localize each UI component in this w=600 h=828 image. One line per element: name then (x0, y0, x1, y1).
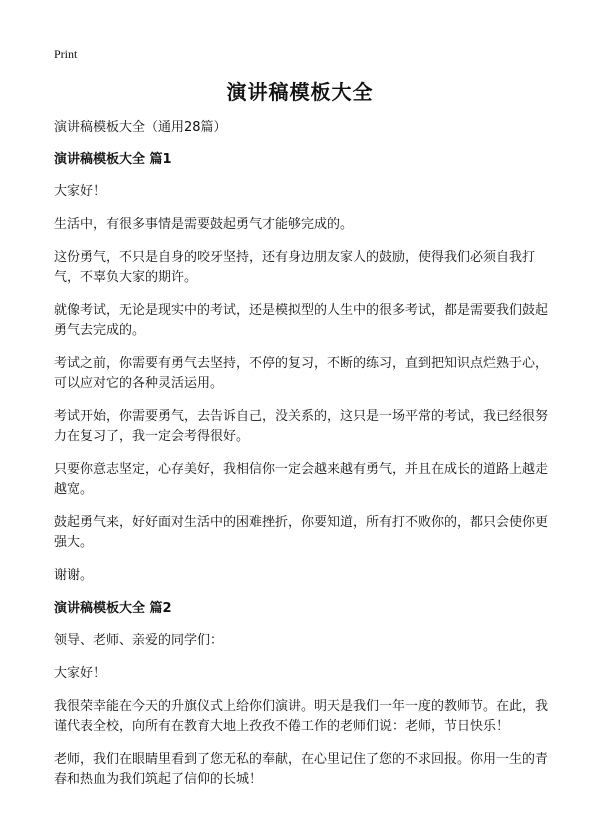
paragraph: 生活中，有很多事情是需要鼓起勇气才能够完成的。 (54, 217, 354, 232)
paragraph: 我很荣幸能在今天的升旗仪式上给你们演讲。明天是我们一年一度的教师节。在此，我谨代表全校，向所有在教育大地上孜孜不倦工作的老师们说：老师，节日快乐！ (54, 699, 549, 734)
section-heading-2: 演讲稿模板大全 篇2 (54, 601, 172, 616)
print-link[interactable]: Print (54, 47, 78, 61)
paragraph: 这份勇气，不只是自身的咬牙坚持，还有身边朋友家人的鼓励，使得我们必须自我打气，不辜负大家的期许。 (54, 250, 536, 285)
paragraph: 就像考试，无论是现实中的考试，还是模拟型的人生中的很多考试，都是需要我们鼓起勇气去完成的。 (54, 303, 549, 338)
paragraph: 考试之前，你需要有勇气去坚持，不停的复习，不断的练习，直到把知识点烂熟于心，可以应对它的各种灵活运用。 (54, 356, 549, 391)
section-heading-1: 演讲稿模板大全 篇1 (54, 152, 172, 167)
page-title: 演讲稿模板大全 (226, 80, 374, 104)
paragraph: 老师，我们在眼睛里看到了您无私的奉献，在心里记住了您的不求回报。你用一生的青春和热血为我们筑起了信仰的长城！ (54, 752, 549, 787)
paragraph: 大家好！ (54, 666, 107, 681)
document-subtitle: 演讲稿模板大全（通用28篇） (54, 120, 227, 135)
paragraph: 只要你意志坚定，心存美好，我相信你一定会越来越有勇气，并且在成长的道路上越走越宽。 (54, 462, 549, 497)
paragraph: 谢谢。 (54, 568, 94, 583)
paragraph: 考试开始，你需要勇气，去告诉自己，没关系的，这只是一场平常的考试，我已经很努力在复习了，我一定会考得很好。 (54, 409, 549, 444)
paragraph: 领导、老师、亲爱的同学们： (54, 633, 224, 648)
paragraph: 大家好！ (54, 184, 107, 199)
document-body (54, 118, 556, 803)
paragraph: 鼓起勇气来，好好面对生活中的困难挫折，你要知道，所有打不败你的，都只会使你更强大。 (54, 515, 549, 550)
